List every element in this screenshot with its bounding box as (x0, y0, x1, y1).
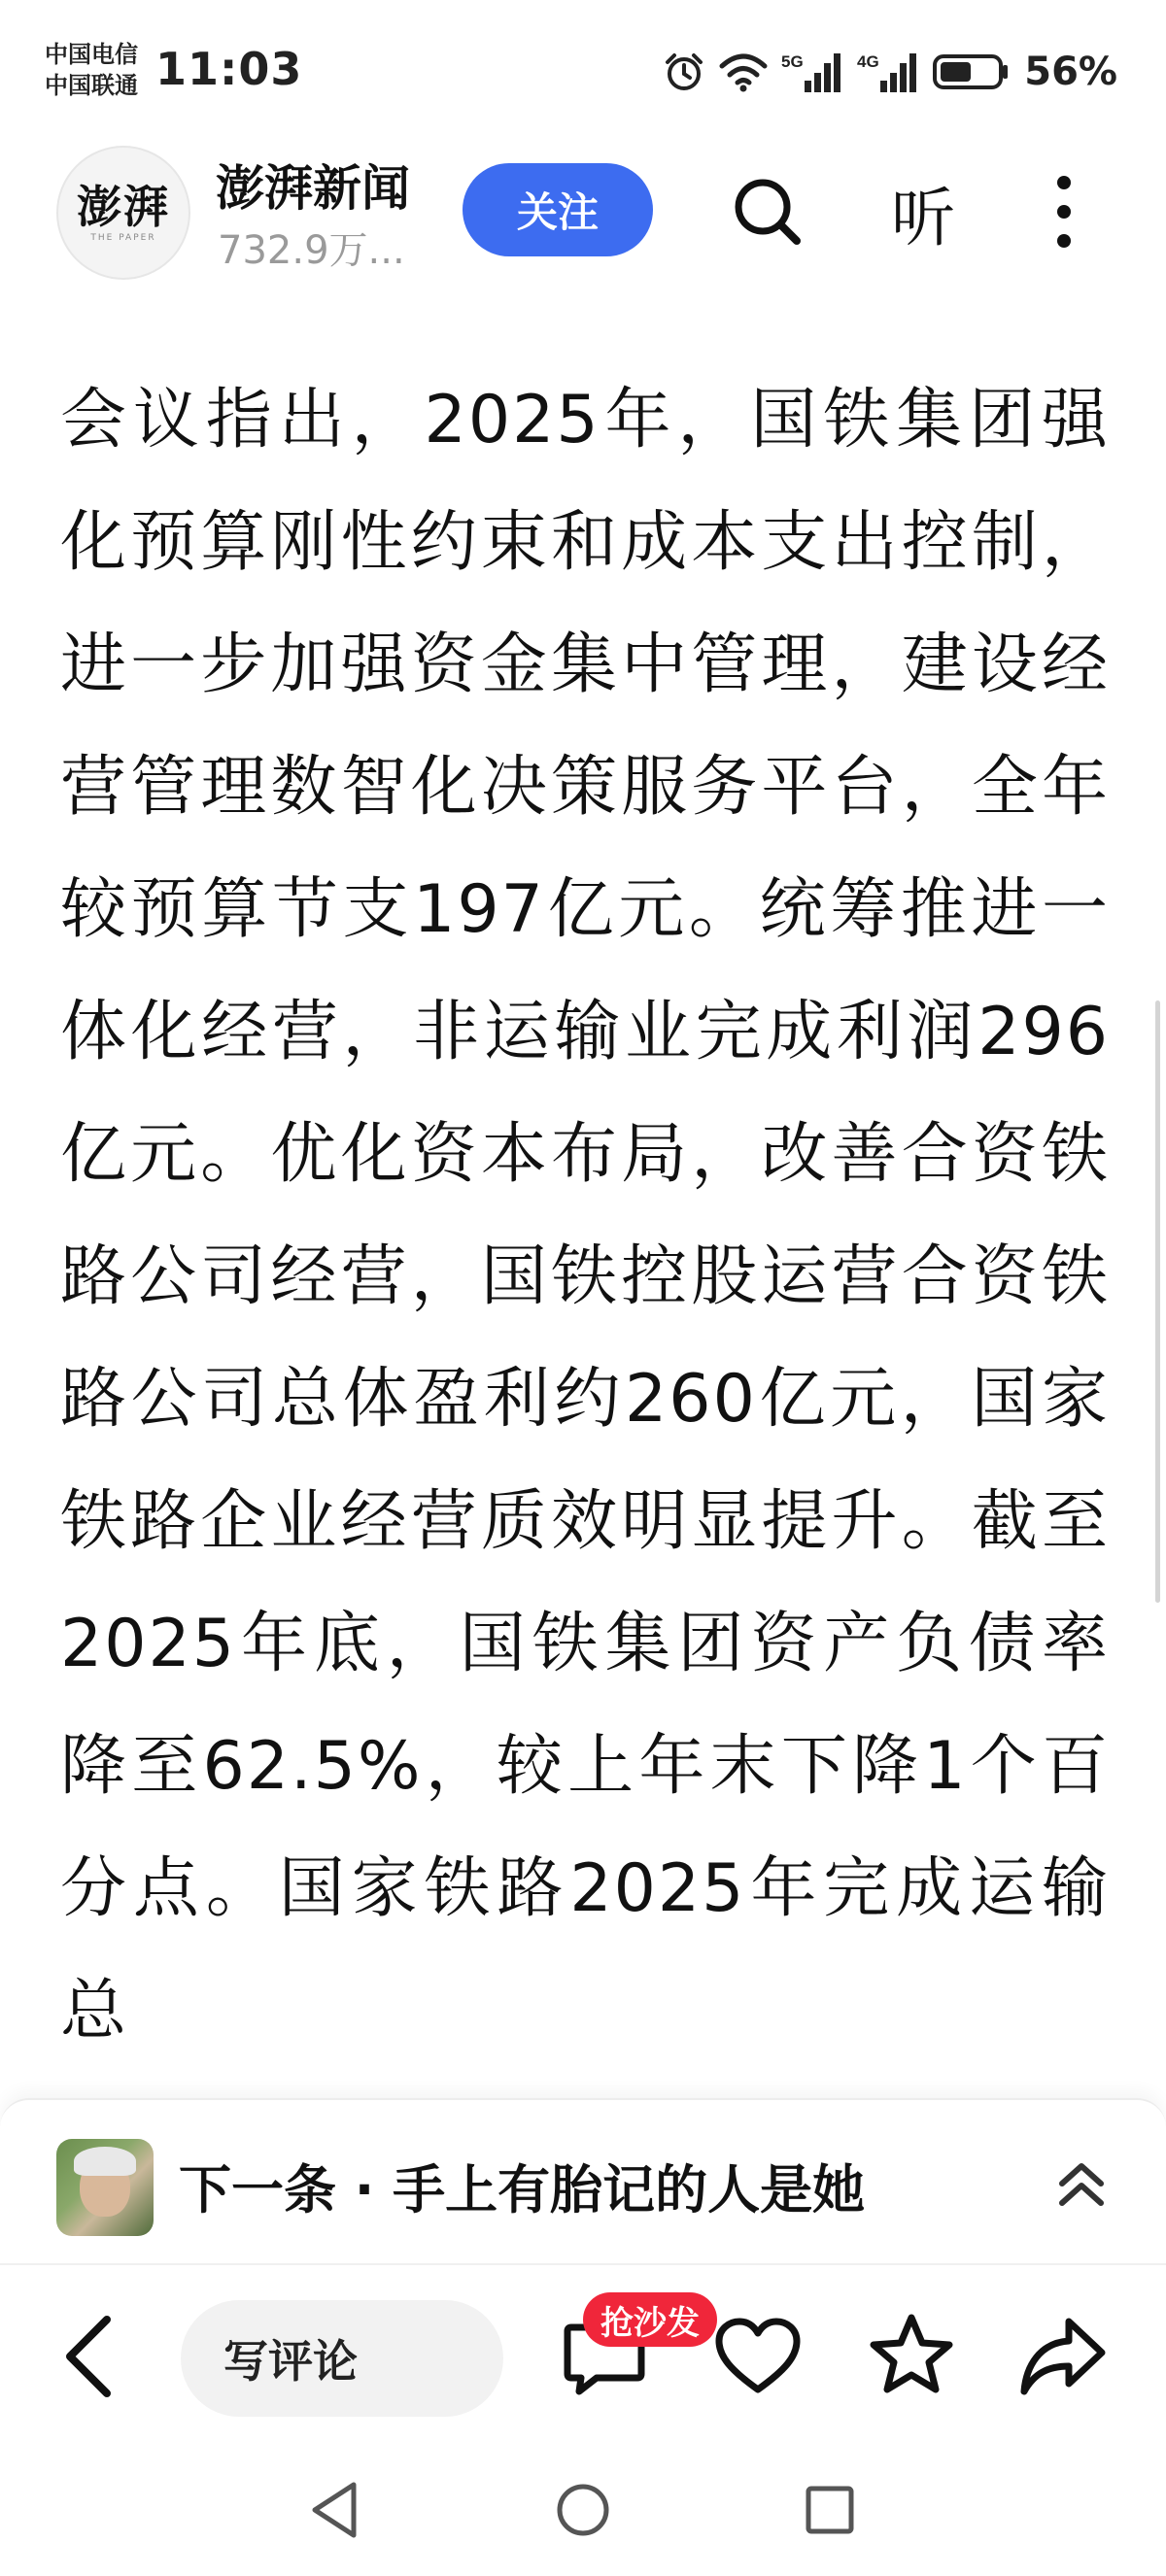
logo-text: 澎湃 (77, 181, 170, 233)
like-icon[interactable] (711, 2310, 805, 2403)
battery-icon (933, 52, 1011, 91)
double-chevron-up-icon[interactable] (1047, 2149, 1115, 2217)
next-article-bar[interactable] (0, 2098, 1166, 2265)
signal-5g-icon (781, 50, 843, 94)
clock: 11:03 (155, 43, 303, 95)
battery-percent: 56% (1024, 50, 1117, 94)
signal-4g-icon (857, 50, 919, 94)
search-icon (729, 173, 806, 251)
logo-subtext: THE PAPER (90, 233, 156, 243)
wifi-icon (719, 51, 768, 93)
carrier-info (45, 39, 138, 101)
favorite-icon[interactable] (865, 2310, 958, 2403)
carrier-2: 中国联通 (45, 72, 138, 99)
nav-recents-icon[interactable] (791, 2471, 869, 2549)
share-icon[interactable] (1016, 2310, 1110, 2403)
previous-paragraph-tail (60, 282, 325, 303)
article-paragraph: 会议指出，2025年，国铁集团强化预算刚性约束和成本支出控制，进一步加强资金集中管理，建设经营管理数智化决策服务平台，全年较预算节支197亿元。统筹推进一体化经营，非运输业完成利润296亿元。优化资本布局，改善合资铁路公司经营，国铁控股运营合资铁路公司总体盈利约260亿元，国家铁路企业经营质效明显提升。截至2025年底，国铁集团资产负债率降至62.5%，较上年末下降1个百分点。国家铁路2025年完成运输总 (60, 382, 1110, 2050)
status-bar (0, 0, 1166, 146)
sofa-badge[interactable]: 抢沙发 (583, 2292, 717, 2347)
nav-back-icon[interactable] (297, 2471, 375, 2549)
follower-count: 732.9万... (218, 228, 405, 273)
publisher-logo[interactable] (56, 146, 190, 280)
article-content[interactable] (0, 282, 1166, 2098)
search-button[interactable] (721, 165, 814, 258)
comment-input[interactable]: 写评论 (181, 2300, 503, 2417)
carrier-1: 中国电信 (45, 41, 138, 68)
status-icons (663, 43, 1117, 101)
next-article-thumbnail (56, 2139, 154, 2236)
next-article-title[interactable]: 下一条 · 手上有胎记的人是她 (179, 2159, 866, 2220)
network-2-label: 4G (857, 52, 879, 71)
more-button[interactable] (1020, 165, 1108, 258)
thumbnail-hair (74, 2147, 136, 2176)
back-icon[interactable] (49, 2310, 136, 2403)
listen-button[interactable]: 听 (891, 180, 955, 255)
publisher-name[interactable]: 澎湃新闻 (216, 160, 410, 217)
nav-home-icon[interactable] (544, 2471, 622, 2549)
more-icon (1049, 173, 1079, 251)
system-nav-bar (0, 2448, 1166, 2576)
article-header (0, 146, 1166, 282)
scrollbar[interactable] (1155, 1000, 1160, 1603)
network-1-label: 5G (781, 52, 804, 71)
follow-button[interactable]: 关注 (463, 163, 653, 256)
bottom-action-bar (0, 2263, 1166, 2450)
alarm-icon (663, 51, 705, 93)
